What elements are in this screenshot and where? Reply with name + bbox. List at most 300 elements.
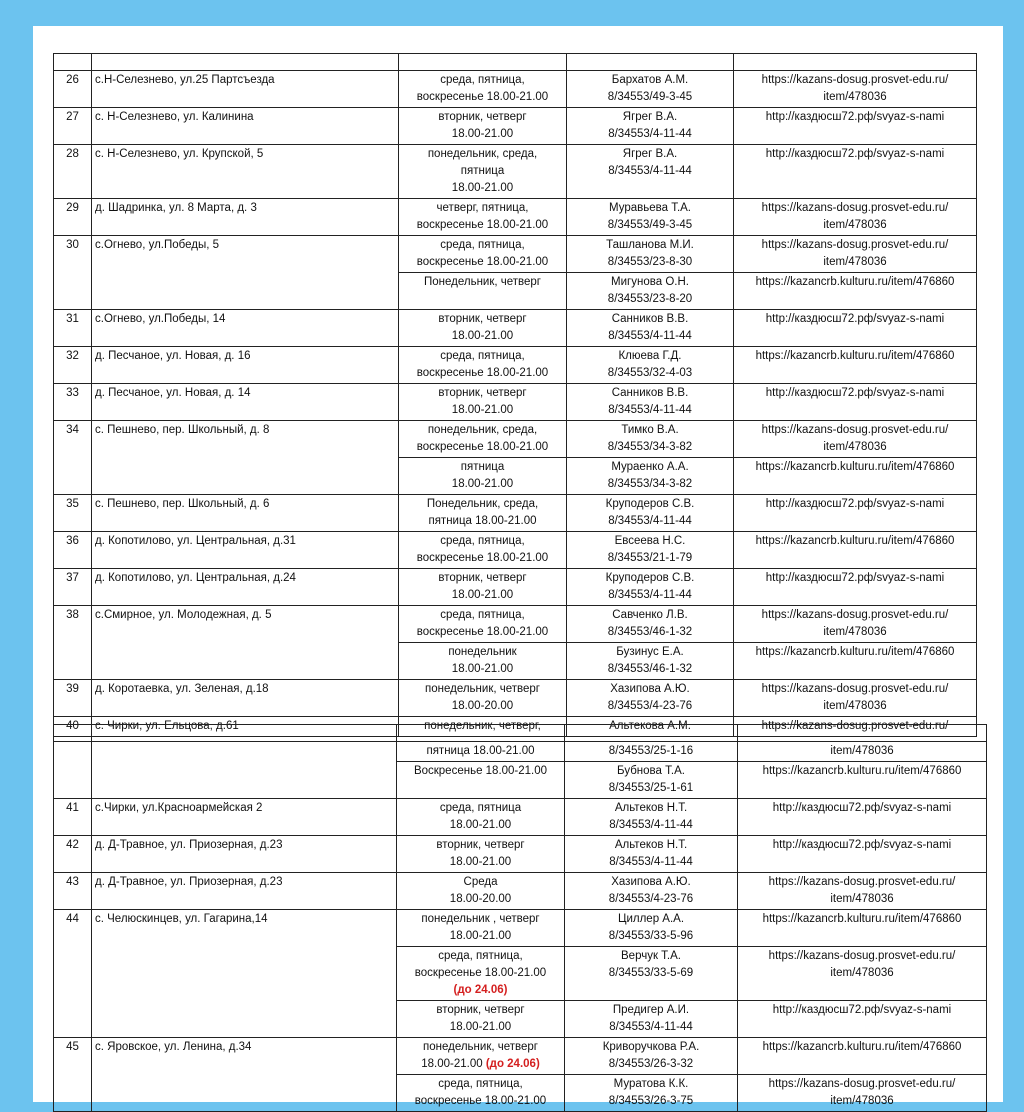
row-number: 44: [54, 910, 92, 1038]
table-row: [54, 347, 977, 384]
cell-line: воскресенье 18.00-21.00: [416, 441, 549, 453]
header-cell: [738, 725, 987, 742]
link-cell[interactable]: [734, 532, 977, 569]
link-cell[interactable]: [734, 71, 977, 108]
cell-line: Санников В.В.: [611, 387, 689, 399]
cell-line: вторник, четверг: [436, 1004, 525, 1016]
cell-line: http://каздюсш72.рф/svyaz-s-nami: [772, 802, 952, 814]
cell-line: Муратова К.К.: [613, 1078, 689, 1090]
schedule-cell: [399, 384, 567, 421]
cell-line: пятница: [460, 165, 505, 177]
contact-cell: [567, 680, 734, 717]
cell-line: Санников В.В.: [611, 313, 689, 325]
schedule-cell: [397, 1038, 565, 1075]
cell-line: вторник, четверг: [438, 572, 527, 584]
cell-line: 8/34553/4-23-76: [608, 893, 694, 905]
cell-line: вторник, четверг: [438, 111, 527, 123]
cell-line: item/478036: [823, 626, 887, 638]
schedule-cell: [399, 347, 567, 384]
cell-line: Тимко В.А.: [621, 424, 679, 436]
cell-line: Круподеров С.В.: [605, 572, 695, 584]
header-cell: [565, 725, 738, 742]
table-row: [54, 532, 977, 569]
cell-line: Хазипова А.Ю.: [610, 683, 690, 695]
cell-line: item/478036: [830, 893, 894, 905]
contact-cell: [565, 799, 738, 836]
table-row: [54, 799, 987, 836]
table-row: [54, 1038, 987, 1075]
cell-line: Круподеров С.В.: [605, 498, 695, 510]
row-number: 28: [54, 145, 92, 199]
address-cell: [92, 742, 397, 799]
cell-line: https://kazancrb.kulturu.ru/item/476860: [755, 350, 955, 362]
schedule-table-part-2: [53, 724, 987, 1112]
cell-line: Ягрег В.А.: [622, 111, 678, 123]
cell-line: https://kazans-dosug.prosvet-edu.ru/: [761, 424, 949, 436]
table-row: [54, 495, 977, 532]
link-cell[interactable]: [734, 273, 977, 310]
link-cell[interactable]: [734, 680, 977, 717]
cell-line: воскресенье 18.00-21.00: [414, 1095, 547, 1107]
cell-line: item/478036: [830, 1095, 894, 1107]
table-row: [54, 421, 977, 458]
cell-line: item/478036: [823, 441, 887, 453]
cell-line: 8/34553/25-1-16: [608, 745, 694, 757]
cell-line: http://каздюсш72.рф/svyaz-s-nami: [765, 572, 945, 584]
link-cell[interactable]: [738, 1001, 987, 1038]
schedule-cell: [399, 236, 567, 273]
table-row: [54, 71, 977, 108]
cell-line: Циллер А.А.: [617, 913, 685, 925]
schedule-cell: [399, 273, 567, 310]
address-cell: д. Копотилово, ул. Центральная, д.24: [92, 569, 399, 606]
row-number: 34: [54, 421, 92, 495]
contact-cell: [567, 458, 734, 495]
row-number: 35: [54, 495, 92, 532]
cell-line: Криворучкова Р.А.: [602, 1041, 700, 1053]
table-row: [54, 310, 977, 347]
cell-line: 18.00-21.00: [451, 478, 514, 490]
link-cell[interactable]: [734, 495, 977, 532]
cell-line: 18.00-21.00: [451, 404, 514, 416]
cell-line: Хазипова А.Ю.: [611, 876, 691, 888]
cell-line: item/478036: [823, 91, 887, 103]
cell-line: 8/34553/46-1-32: [607, 626, 693, 638]
cell-line: http://каздюсш72.рф/svyaz-s-nami: [765, 387, 945, 399]
link-cell[interactable]: [738, 836, 987, 873]
cell-line: воскресенье 18.00-21.00: [416, 552, 549, 564]
schedule-cell: [399, 495, 567, 532]
table-header-row: [54, 54, 977, 71]
cell-line: воскресенье 18.00-21.00: [416, 626, 549, 638]
cell-line: Предигер А.И.: [612, 1004, 690, 1016]
cell-line: 8/34553/4-23-76: [607, 700, 693, 712]
table-row: [54, 873, 987, 910]
link-cell[interactable]: [738, 947, 987, 1001]
cell-line: воскресенье 18.00-21.00: [416, 367, 549, 379]
contact-cell: [567, 421, 734, 458]
cell-line: https://kazans-dosug.prosvet-edu.ru/: [761, 202, 949, 214]
row-number: 29: [54, 199, 92, 236]
address-cell: д. Шадринка, ул. 8 Марта, д. 3: [92, 199, 399, 236]
link-cell[interactable]: [738, 799, 987, 836]
contact-cell: [567, 495, 734, 532]
address-cell: с. Н-Селезнево, ул. Крупской, 5: [92, 145, 399, 199]
row-number: 33: [54, 384, 92, 421]
contact-cell: [565, 762, 738, 799]
cell-line: Бубнова Т.А.: [617, 765, 685, 777]
address-cell: с.Огнево, ул.Победы, 14: [92, 310, 399, 347]
cell-line: Альтеков Н.Т.: [614, 839, 688, 851]
cell-line: 8/34553/26-3-32: [608, 1058, 694, 1070]
cell-line: среда, пятница,: [438, 1078, 523, 1090]
cell-line: среда, пятница: [439, 802, 522, 814]
contact-cell: [567, 273, 734, 310]
cell-line: item/478036: [823, 219, 887, 231]
table-row: [54, 606, 977, 643]
contact-cell: [565, 947, 738, 1001]
address-cell: с. Н-Селезнево, ул. Калинина: [92, 108, 399, 145]
cell-line: 18.00-21.00: [449, 819, 512, 831]
row-number: 38: [54, 606, 92, 680]
link-cell[interactable]: [738, 762, 987, 799]
link-cell[interactable]: [734, 569, 977, 606]
row-number: [54, 742, 92, 799]
schedule-cell: [397, 1075, 565, 1112]
header-cell: [54, 54, 92, 71]
cell-line: 8/34553/25-1-61: [608, 782, 694, 794]
cell-line: пятница 18.00-21.00: [428, 515, 537, 527]
cell-line: https://kazancrb.kulturu.ru/item/476860: [755, 276, 955, 288]
address-cell: д. Песчаное, ул. Новая, д. 16: [92, 347, 399, 384]
row-number: 41: [54, 799, 92, 836]
cell-line: Среда: [463, 876, 498, 888]
cell-line: Бузинус Е.А.: [616, 646, 684, 658]
cell-line: https://kazancrb.kulturu.ru/item/476860: [762, 765, 962, 777]
link-cell[interactable]: [738, 873, 987, 910]
schedule-cell: [399, 145, 567, 199]
header-cell: [54, 725, 92, 742]
row-number: 30: [54, 236, 92, 310]
address-cell: с.Н-Селезнево, ул.25 Партсъезда: [92, 71, 399, 108]
cell-line: 8/34553/4-11-44: [608, 404, 692, 416]
contact-cell: [567, 236, 734, 273]
contact-cell: [567, 569, 734, 606]
contact-cell: [567, 606, 734, 643]
table-row: [54, 384, 977, 421]
cell-line: http://каздюсш72.рф/svyaz-s-nami: [765, 111, 945, 123]
cell-line: item/478036: [830, 745, 894, 757]
table-row: [54, 836, 987, 873]
contact-cell: [565, 873, 738, 910]
contact-cell: [565, 1075, 738, 1112]
cell-line: https://kazans-dosug.prosvet-edu.ru/: [768, 1078, 956, 1090]
cell-line: 18.00-21.00: [449, 930, 512, 942]
cell-line: https://kazancrb.kulturu.ru/item/476860: [755, 535, 955, 547]
table-header-row: [54, 725, 987, 742]
schedule-cell: [399, 606, 567, 643]
cell-line: воскресенье 18.00-21.00: [416, 91, 549, 103]
contact-cell: [567, 310, 734, 347]
header-cell: [567, 54, 734, 71]
cell-line: 18.00-21.00: [449, 1021, 512, 1033]
cell-line: вторник, четверг: [436, 839, 525, 851]
cell-line: пятница 18.00-21.00: [426, 745, 535, 757]
schedule-cell: [397, 910, 565, 947]
link-cell[interactable]: [734, 606, 977, 643]
table-row: [54, 569, 977, 606]
cell-line: https://kazancrb.kulturu.ru/item/476860: [762, 1041, 962, 1053]
link-cell[interactable]: [734, 236, 977, 273]
schedule-cell: [399, 421, 567, 458]
cell-line: https://kazans-dosug.prosvet-edu.ru/: [761, 720, 949, 732]
cell-line: 8/34553/4-11-44: [608, 330, 692, 342]
contact-cell: [567, 145, 734, 199]
address-cell: с. Яровское, ул. Ленина, д.34: [92, 1038, 397, 1112]
header-cell: [734, 54, 977, 71]
cell-line: среда, пятница,: [440, 350, 525, 362]
cell-line: среда, пятница,: [440, 239, 525, 251]
cell-line: https://kazans-dosug.prosvet-edu.ru/: [761, 239, 949, 251]
link-cell[interactable]: [738, 910, 987, 947]
contact-cell: [565, 1001, 738, 1038]
cell-line: 8/34553/4-11-44: [609, 819, 693, 831]
contact-cell: [565, 910, 738, 947]
row-number: 40: [54, 717, 92, 737]
row-number: 32: [54, 347, 92, 384]
date-note: (до 24.06): [485, 1058, 540, 1070]
link-cell[interactable]: [734, 108, 977, 145]
cell-line: 18.00-20.00: [449, 893, 512, 905]
cell-line: понедельник , четверг: [421, 913, 540, 925]
cell-line: 8/34553/34-3-82: [607, 441, 693, 453]
cell-line: Верчук Т.А.: [621, 950, 681, 962]
contact-cell: [567, 532, 734, 569]
cell-line: воскресенье 18.00-21.00: [416, 256, 549, 268]
contact-cell: [567, 384, 734, 421]
cell-line: понедельник, среда,: [427, 148, 538, 160]
cell-line: http://каздюсш72.рф/svyaz-s-nami: [765, 148, 945, 160]
cell-line: Бархатов А.М.: [611, 74, 689, 86]
row-number: 43: [54, 873, 92, 910]
cell-line: среда, пятница,: [440, 609, 525, 621]
cell-line: 8/34553/33-5-69: [608, 967, 694, 979]
cell-line: 18.00-21.00: [451, 330, 514, 342]
cell-line: Муравьева Т.А.: [609, 202, 691, 214]
link-cell[interactable]: [734, 145, 977, 199]
row-number: 36: [54, 532, 92, 569]
cell-line: Мигунова О.Н.: [611, 276, 689, 288]
cell-line: 8/34553/32-4-03: [607, 367, 693, 379]
row-number: 26: [54, 71, 92, 108]
cell-line: пятница: [460, 461, 505, 473]
address-cell: с. Челюскинцев, ул. Гагарина,14: [92, 910, 397, 1038]
cell-line: https://kazans-dosug.prosvet-edu.ru/: [768, 876, 956, 888]
row-number: 42: [54, 836, 92, 873]
schedule-cell: [399, 569, 567, 606]
header-cell: [399, 54, 567, 71]
table-row: [54, 742, 987, 762]
cell-line: среда, пятница,: [440, 74, 525, 86]
cell-line: 8/34553/4-11-44: [608, 128, 692, 140]
link-cell[interactable]: [738, 742, 987, 762]
header-cell: [92, 725, 397, 742]
cell-line: Евсеева Н.С.: [614, 535, 686, 547]
link-cell[interactable]: [734, 421, 977, 458]
schedule-cell: [397, 836, 565, 873]
schedule-cell: [399, 532, 567, 569]
schedule-cell: [399, 643, 567, 680]
cell-line: 8/34553/49-3-45: [607, 219, 693, 231]
address-cell: с. Пешнево, пер. Школьный, д. 6: [92, 495, 399, 532]
contact-cell: [565, 1038, 738, 1075]
cell-line: http://каздюсш72.рф/svyaz-s-nami: [765, 313, 945, 325]
cell-line: 18.00-21.00: [451, 663, 514, 675]
cell-line: четверг, пятница,: [436, 202, 529, 214]
schedule-cell: [397, 1001, 565, 1038]
cell-line: 8/34553/4-11-44: [608, 165, 692, 177]
cell-line: 8/34553/21-1-79: [607, 552, 693, 564]
address-cell: с. Пешнево, пер. Школьный, д. 8: [92, 421, 399, 495]
cell-line: Ягрег В.А.: [622, 148, 678, 160]
cell-line: 18.00-21.00: [451, 589, 514, 601]
link-cell[interactable]: [738, 1038, 987, 1075]
cell-line: 8/34553/4-11-44: [608, 589, 692, 601]
cell-line: 18.00-21.00: [451, 182, 514, 194]
table-row: [54, 680, 977, 717]
table-row: [54, 236, 977, 273]
schedule-cell: [399, 680, 567, 717]
link-cell[interactable]: [734, 384, 977, 421]
cell-line: 8/34553/49-3-45: [607, 91, 693, 103]
address-cell: д. Песчаное, ул. Новая, д. 14: [92, 384, 399, 421]
cell-line: 18.00-21.00: [449, 856, 512, 868]
cell-line: 18.00-20.00: [451, 700, 514, 712]
row-number: 37: [54, 569, 92, 606]
table-row: [54, 108, 977, 145]
cell-line: https://kazancrb.kulturu.ru/item/476860: [762, 913, 962, 925]
cell-line: воскресенье 18.00-21.00: [416, 219, 549, 231]
cell-line: 18.00-21.00: [451, 128, 514, 140]
cell-line: понедельник, четверг: [425, 683, 540, 695]
row-number: 45: [54, 1038, 92, 1112]
contact-cell: [565, 742, 738, 762]
cell-line: 8/34553/4-11-44: [608, 515, 692, 527]
cell-line: среда, пятница,: [438, 950, 523, 962]
cell-line: 8/34553/34-3-82: [607, 478, 693, 490]
contact-cell: [567, 643, 734, 680]
cell-line: 8/34553/4-11-44: [609, 1021, 693, 1033]
header-cell: [92, 54, 399, 71]
header-cell: [397, 725, 565, 742]
link-cell[interactable]: [734, 643, 977, 680]
schedule-table-part-1: [53, 53, 977, 737]
schedule-cell: [397, 873, 565, 910]
cell-line: https://kazancrb.kulturu.ru/item/476860: [755, 646, 955, 658]
cell-line: Понедельник, среда,: [426, 498, 539, 510]
cell-line: понедельник, четверг,: [424, 720, 541, 732]
link-cell[interactable]: [734, 199, 977, 236]
cell-line: 8/34553/46-1-32: [607, 663, 693, 675]
cell-line: понедельник, среда,: [427, 424, 538, 436]
cell-line: https://kazans-dosug.prosvet-edu.ru/: [768, 950, 956, 962]
schedule-cell: [399, 458, 567, 495]
table-row: [54, 199, 977, 236]
address-cell: д. Д-Травное, ул. Приозерная, д.23: [92, 836, 397, 873]
schedule-cell: [399, 310, 567, 347]
row-number: 39: [54, 680, 92, 717]
cell-line: понедельник: [448, 646, 517, 658]
cell-line: Воскресенье 18.00-21.00: [413, 765, 548, 777]
cell-line: http://каздюсш72.рф/svyaz-s-nami: [772, 839, 952, 851]
cell-line: 8/34553/23-8-30: [607, 256, 693, 268]
contact-cell: [567, 71, 734, 108]
cell-line: вторник, четверг: [438, 387, 527, 399]
cell-line: 18.00-21.00 (до 24.06): [421, 1058, 540, 1070]
cell-line: item/478036: [823, 700, 887, 712]
cell-line: https://kazans-dosug.prosvet-edu.ru/: [761, 74, 949, 86]
cell-line: item/478036: [830, 967, 894, 979]
schedule-cell: [397, 799, 565, 836]
cell-line: Альтекова А.М.: [609, 720, 691, 732]
cell-line: item/478036: [823, 256, 887, 268]
address-cell: с.Огнево, ул.Победы, 5: [92, 236, 399, 310]
cell-line: [400, 982, 561, 999]
cell-line: Клюева Г.Д.: [618, 350, 682, 362]
cell-line: Мураенко А.А.: [611, 461, 689, 473]
cell-line: Альтеков Н.Т.: [614, 802, 688, 814]
cell-line: 8/34553/33-5-96: [608, 930, 694, 942]
schedule-cell: [397, 742, 565, 762]
link-cell[interactable]: [734, 347, 977, 384]
link-cell[interactable]: [734, 458, 977, 495]
row-number: 31: [54, 310, 92, 347]
cell-line: https://kazancrb.kulturu.ru/item/476860: [755, 461, 955, 473]
contact-cell: [565, 836, 738, 873]
contact-cell: [567, 347, 734, 384]
cell-line: воскресенье 18.00-21.00: [414, 967, 547, 979]
address-cell: д. Коротаевка, ул. Зеленая, д.18: [92, 680, 399, 717]
cell-line: 8/34553/23-8-20: [607, 293, 693, 305]
contact-cell: [567, 108, 734, 145]
link-cell[interactable]: [738, 1075, 987, 1112]
cell-line: 8/34553/26-3-75: [608, 1095, 694, 1107]
cell-line: https://kazans-dosug.prosvet-edu.ru/: [761, 609, 949, 621]
cell-line: Савченко Л.В.: [612, 609, 688, 621]
link-cell[interactable]: [734, 310, 977, 347]
address-cell: д. Копотилово, ул. Центральная, д.31: [92, 532, 399, 569]
cell-line: вторник, четверг: [438, 313, 527, 325]
address-cell: д. Д-Травное, ул. Приозерная, д.23: [92, 873, 397, 910]
cell-line: http://каздюсш72.рф/svyaz-s-nami: [772, 1004, 952, 1016]
schedule-cell: [397, 947, 565, 1001]
table-row: [54, 910, 987, 947]
address-cell: с. Чирки, ул. Ельцова, д.61: [92, 717, 399, 737]
date-note: (до 24.06): [453, 984, 508, 996]
schedule-cell: [399, 108, 567, 145]
address-cell: с.Смирное, ул. Молодежная, д. 5: [92, 606, 399, 680]
contact-cell: [567, 199, 734, 236]
cell-line: Ташланова М.И.: [606, 239, 694, 251]
table-row: [54, 145, 977, 199]
row-number: 27: [54, 108, 92, 145]
cell-line: среда, пятница,: [440, 535, 525, 547]
schedule-cell: [399, 71, 567, 108]
cell-line: http://каздюсш72.рф/svyaz-s-nami: [765, 498, 945, 510]
schedule-cell: [399, 199, 567, 236]
cell-line: 8/34553/4-11-44: [609, 856, 693, 868]
cell-line: Понедельник, четверг: [423, 276, 542, 288]
